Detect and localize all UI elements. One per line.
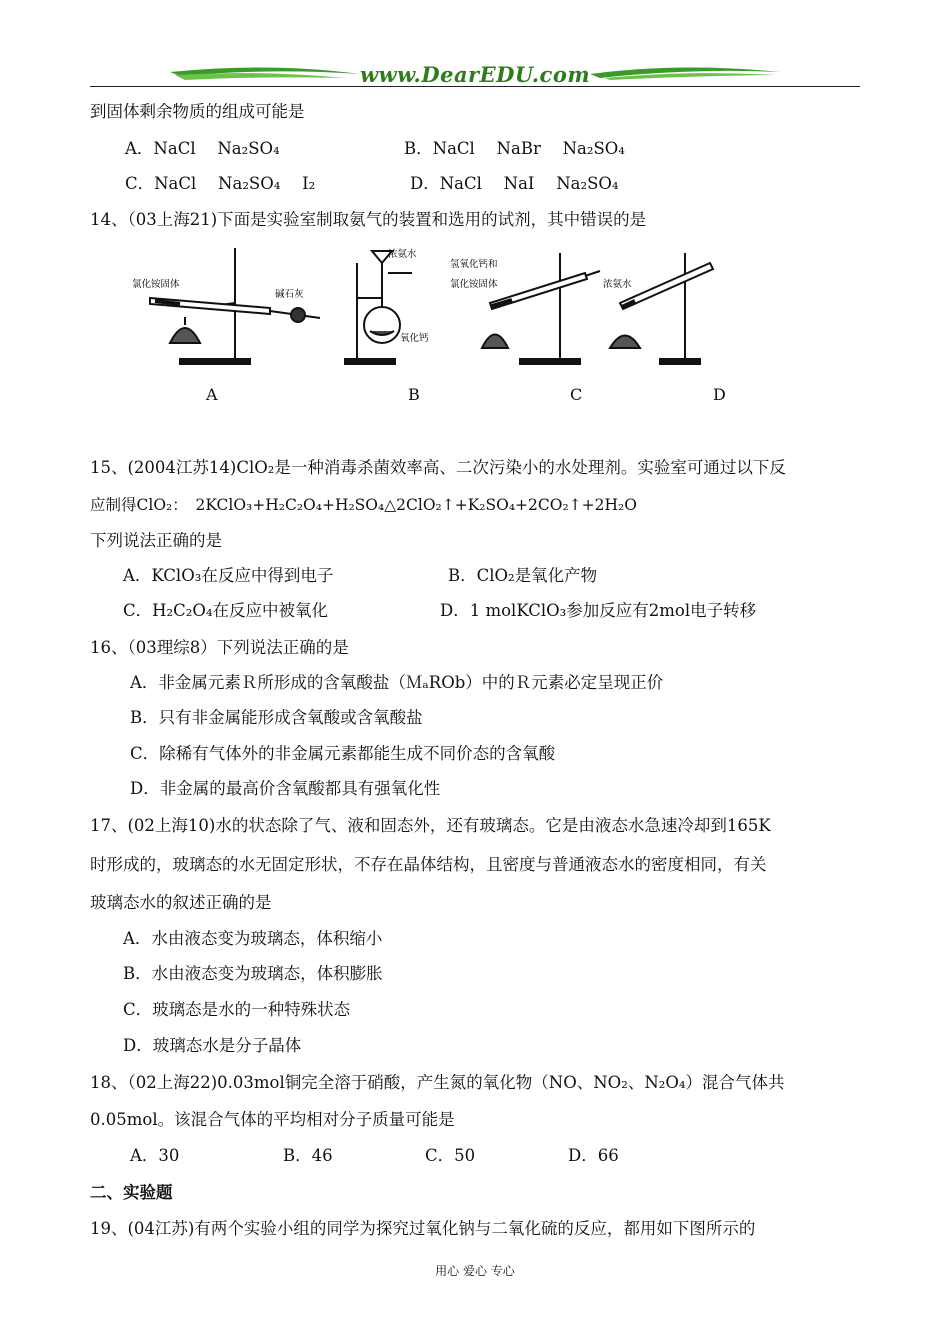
q18-option-b: B．46 — [283, 1146, 333, 1165]
q13-stem-tail: 到固体剩余物质的组成可能是 — [90, 102, 305, 121]
q15-option-b: B．ClO₂是氧化产物 — [448, 566, 598, 585]
page-footer: 用心 爱心 专心 — [435, 1264, 515, 1278]
q15-stem-1: 15、(2004江苏14)ClO₂是一种消毒杀菌效率高、二次污染小的水处理剂。实验室可通过以下反 — [90, 458, 786, 477]
q14-stem: 14、（03上海21)下面是实验室制取氨气的装置和选用的试剂，其中错误的是 — [90, 210, 647, 229]
q17-option-b: B．水由液态变为玻璃态，体积膨胀 — [123, 964, 383, 983]
q18-option-d: D．66 — [568, 1146, 619, 1165]
q13-option-c: C．NaCl Na₂SO₄ I₂ — [125, 174, 316, 193]
fig-a-label-1: 氯化铵固体 — [132, 279, 180, 290]
q15-option-c: C．H₂C₂O₄在反应中被氧化 — [123, 601, 329, 620]
q13-option-d: D．NaCl NaI Na₂SO₄ — [410, 174, 619, 193]
q17-stem-1: 17、(02上海10)水的状态除了气、液和固态外，还有玻璃态。它是由液态水急速冷却到165K — [90, 816, 771, 835]
fig-b-label-1: 浓氨水 — [388, 249, 417, 260]
q16-option-c: C．除稀有气体外的非金属元素都能生成不同价态的含氧酸 — [130, 744, 556, 763]
fig-a-label-2: 碱石灰 — [275, 289, 304, 300]
fig-d-label-1: 浓氨水 — [603, 279, 632, 290]
q15-stem-3: 下列说法正确的是 — [90, 531, 222, 550]
q16-option-a: A．非金属元素Ｒ所形成的含氧酸盐（ＭₐROb）中的Ｒ元素必定呈现正价 — [130, 673, 664, 692]
q17-option-d: D．玻璃态水是分子晶体 — [123, 1036, 302, 1055]
fig-letter-c: C — [570, 385, 583, 404]
fig-c-label-2: 氯化铵固体 — [450, 279, 498, 290]
q17-option-c: C．玻璃态是水的一种特殊状态 — [123, 1000, 351, 1019]
q16-option-b: B．只有非金属能形成含氧酸或含氧酸盐 — [130, 708, 423, 727]
q15-option-a: A．KClO₃在反应中得到电子 — [123, 566, 334, 585]
q15-option-d: D．1 molKClO₃参加反应有2mol电子转移 — [440, 601, 757, 620]
fig-b-label-2: 氧化钙 — [400, 333, 429, 344]
q18-option-a: A．30 — [130, 1146, 180, 1165]
header-rule — [90, 86, 860, 87]
q16-stem: 16、（03理综8）下列说法正确的是 — [90, 638, 349, 657]
q18-option-c: C．50 — [425, 1146, 476, 1165]
q15-stem-2: 应制得ClO₂： 2KClO₃+H₂C₂O₄+H₂SO₄△2ClO₂↑+K₂SO₄+2CO₂↑+2H₂O — [90, 496, 637, 514]
q13-option-b: B．NaCl NaBr Na₂SO₄ — [404, 139, 625, 158]
site-url: www.DearEDU.com — [359, 62, 591, 87]
q16-option-d: D．非金属的最高价含氧酸都具有强氧化性 — [130, 779, 441, 798]
fig-letter-b: B — [408, 385, 420, 404]
q17-stem-3: 玻璃态水的叙述正确的是 — [90, 893, 272, 912]
q18-stem-1: 18、（02上海22)0.03mol铜完全溶于硝酸，产生氮的氧化物（NO、NO₂、N₂O₄）混合气体共 — [90, 1073, 785, 1092]
section-title: 二、实验题 — [90, 1183, 173, 1202]
q19-stem: 19、(04江苏)有两个实验小组的同学为探究过氧化钠与二氧化硫的反应，都用如下图所示的 — [90, 1219, 756, 1238]
q17-option-a: A．水由液态变为玻璃态，体积缩小 — [123, 929, 383, 948]
fig-c-label-1: 氢氧化钙和 — [450, 259, 498, 270]
fig-letter-a: A — [206, 385, 218, 404]
q18-stem-2: 0.05mol。该混合气体的平均相对分子质量可能是 — [90, 1110, 455, 1129]
fig-letter-d: D — [713, 385, 726, 404]
q17-stem-2: 时形成的，玻璃态的水无固定形状，不存在晶体结构，且密度与普通液态水的密度相同，有关 — [90, 855, 767, 874]
lab-apparatus-icon — [120, 243, 740, 378]
q13-option-a: A．NaCl Na₂SO₄ — [125, 139, 280, 158]
q14-apparatus-figure — [120, 243, 740, 378]
